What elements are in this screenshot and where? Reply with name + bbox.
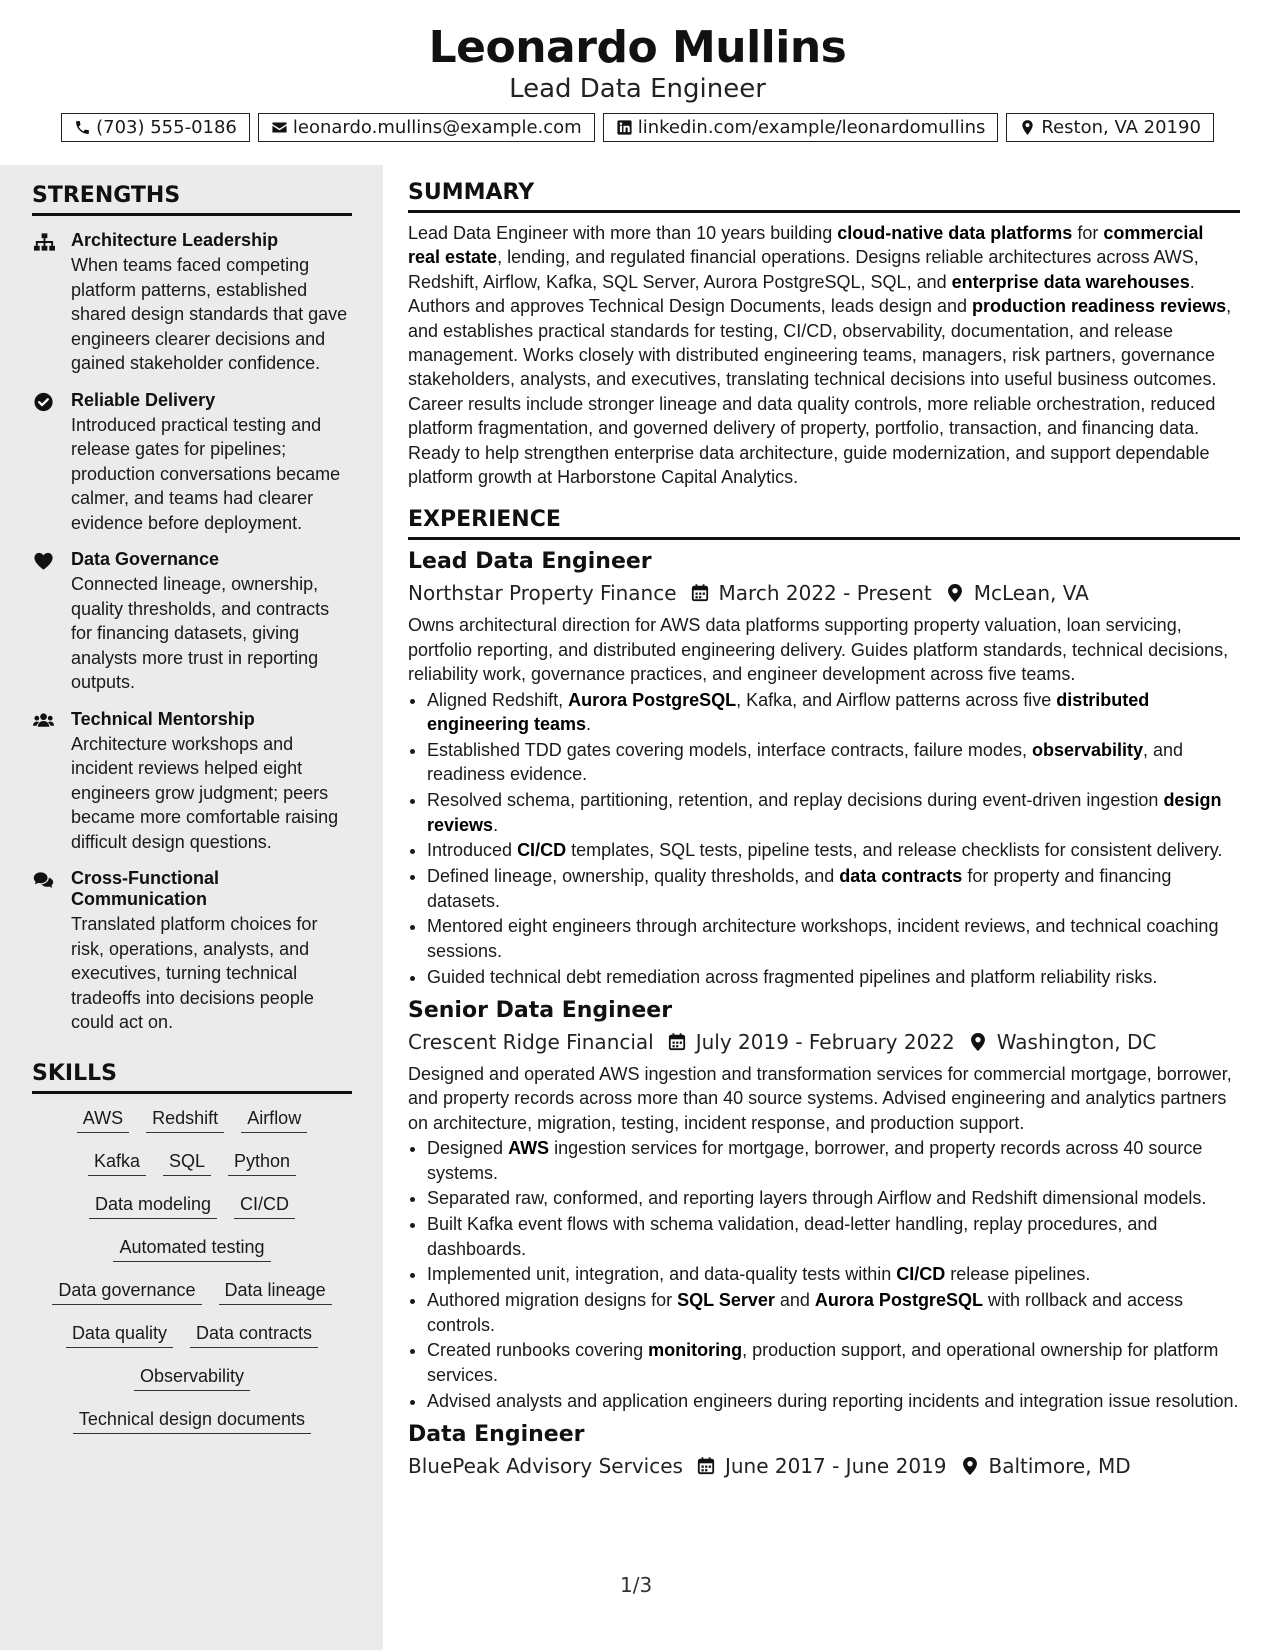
experience-heading: EXPERIENCE: [408, 507, 1240, 540]
job-bullet: [427, 1389, 1240, 1413]
bullet-text: , Kafka, and Airflow patterns across five: [736, 689, 1057, 710]
summary-text: Lead Data Engineer with more than 10 years building: [408, 223, 838, 243]
skill-tag: Observability: [134, 1364, 250, 1391]
bullet-text: Implemented unit, integration, and data-quality tests within: [427, 1264, 897, 1285]
skill-tag: Airflow: [241, 1106, 307, 1133]
summary-heading: SUMMARY: [408, 180, 1240, 213]
summary-bold: enterprise data warehouses: [951, 271, 1190, 292]
skill-tag: Technical design documents: [73, 1407, 311, 1434]
job-title: Lead Data Engineer: [408, 549, 652, 575]
bullet-bold: distributed engineering teams: [427, 689, 1150, 735]
skill-tag: Data quality: [66, 1321, 173, 1348]
page-number: 1/3: [620, 1573, 653, 1597]
bullet-bold: monitoring: [648, 1340, 743, 1361]
strength-description: When teams faced competing platform patterns, established shared design standards that gave engineers clearer decisions and gained stakeholder confidence.: [71, 255, 348, 373]
company-name: Northstar Property Finance: [408, 581, 677, 606]
job-bullet: [427, 914, 1240, 963]
location-text: Reston, VA 20190: [1041, 117, 1201, 138]
job-bullet: [427, 788, 1240, 837]
contact-email[interactable]: [258, 113, 595, 142]
job-location: McLean, VA: [973, 581, 1089, 606]
contact-location: [1006, 113, 1214, 142]
calendar-icon: [668, 1032, 686, 1052]
job-meta: [408, 1028, 1240, 1056]
bullet-text: Advised analysts and application engineers during reporting incidents and integration issue resolution.: [427, 1390, 1239, 1411]
skill-tag: Redshift: [146, 1106, 224, 1133]
sidebar: [0, 165, 383, 1650]
job-bullets: [408, 1136, 1240, 1413]
summary-bold: commercial real estate: [408, 223, 1204, 268]
experience-list: [408, 548, 1240, 1479]
strengths-list: [32, 230, 352, 1035]
bullet-bold: CI/CD: [896, 1264, 946, 1285]
strength-item: [32, 549, 352, 695]
skill-tag: Kafka: [88, 1149, 146, 1176]
strength-item: [32, 390, 352, 536]
job-bullets: [408, 688, 1240, 989]
job-bullet: [427, 1212, 1240, 1261]
resume-header: [0, 0, 1275, 165]
strength-title: Cross-Functional Communication: [71, 868, 220, 909]
bullet-text: with rollback and access controls.: [427, 1290, 1184, 1335]
bullet-text: .: [493, 814, 499, 835]
comments-icon: [33, 870, 55, 890]
skill-tag: CI/CD: [234, 1192, 295, 1219]
job-title: Senior Data Engineer: [408, 997, 673, 1023]
bullet-text: Created runbooks covering: [427, 1340, 649, 1361]
bullet-text: for property and financing datasets.: [427, 866, 1172, 911]
job-entry: [408, 997, 1240, 1413]
check-circle-icon: [33, 392, 55, 412]
skill-tag: Data lineage: [219, 1278, 332, 1305]
job-location: Washington, DC: [996, 1029, 1157, 1054]
bullet-bold: CI/CD: [517, 840, 567, 861]
bullet-text: Resolved schema, partitioning, retention, and replay decisions during event-driven ingestion: [427, 790, 1164, 811]
bullet-text: Established TDD gates covering models, interface contracts, failure modes,: [427, 739, 1032, 760]
candidate-title: Lead Data Engineer: [509, 74, 766, 104]
skill-tag: Python: [228, 1149, 296, 1176]
job-bullet: [427, 1262, 1240, 1286]
heart-icon: [33, 551, 55, 571]
bullet-text: Separated raw, conformed, and reporting layers through Airflow and Redshift dimensional models.: [427, 1188, 1207, 1209]
skill-tag: SQL: [163, 1149, 211, 1176]
job-bullet: [427, 1186, 1240, 1210]
job-dates: July 2019 - February 2022: [695, 1029, 955, 1054]
bullet-text: Designed: [427, 1138, 509, 1159]
job-meta: [408, 579, 1240, 607]
contact-phone[interactable]: [61, 113, 250, 142]
job-bullet: [427, 864, 1240, 913]
summary-bold: cloud-native data platforms: [837, 223, 1073, 243]
job-bullet: [427, 965, 1240, 989]
job-bullet: [427, 1288, 1240, 1337]
bullet-text: Aligned Redshift,: [427, 689, 569, 710]
job-bullet: [427, 738, 1240, 787]
phone-icon: [74, 119, 91, 136]
linkedin-text: linkedin.com/example/leonardomullins: [637, 117, 986, 138]
map-marker-icon: [969, 1032, 987, 1052]
bullet-text: , production support, and operational ownership for platform services.: [427, 1340, 1219, 1385]
calendar-icon: [691, 583, 709, 603]
bullet-bold: SQL Server: [677, 1290, 775, 1311]
company-name: Crescent Ridge Financial: [408, 1029, 654, 1054]
users-icon: [33, 711, 55, 731]
summary-text: . Authors and approves Technical Design Documents, leads design and: [408, 271, 1195, 317]
job-meta: [408, 1452, 1240, 1480]
strength-description: Translated platform choices for risk, operations, analysts, and executives, turning technical tradeoffs into decisions people could act on.: [71, 914, 318, 1032]
main-column: [408, 180, 1240, 1480]
bullet-bold: observability: [1031, 739, 1143, 760]
job-description: Designed and operated AWS ingestion and transformation services for commercial mortgage, borrower, and property records across more than 40 source systems. Advised engineering and analytics partners on architecture, migration, testing, incident response, and production support.: [408, 1063, 1232, 1133]
skill-tag: Data contracts: [190, 1321, 318, 1348]
bullet-bold: design reviews: [427, 790, 1222, 835]
job-dates: June 2017 - June 2019: [724, 1453, 947, 1478]
strength-description: Architecture workshops and incident reviews helped eight engineers grow judgment; peers became more comfortable raising difficult design questions.: [71, 733, 339, 852]
bullet-text: and: [774, 1290, 815, 1311]
job-bullet: [427, 688, 1240, 737]
strength-item: [32, 230, 352, 376]
summary-bold: production readiness reviews: [972, 296, 1227, 317]
bullet-text: Defined lineage, ownership, quality thresholds, and: [427, 866, 840, 887]
job-dates: March 2022 - Present: [718, 581, 932, 606]
linkedin-icon: [616, 119, 633, 136]
strength-title: Reliable Delivery: [71, 389, 216, 410]
bullet-bold: Aurora PostgreSQL: [568, 689, 737, 710]
bullet-bold: Aurora PostgreSQL: [814, 1290, 983, 1311]
job-entry: [408, 1421, 1240, 1480]
bullet-text: Built Kafka event flows with schema validation, dead-letter handling, replay procedures, and dashboards.: [427, 1214, 1158, 1259]
summary-text: for: [1072, 223, 1104, 243]
bullet-text: Guided technical debt remediation across fragmented pipelines and platform reliability risks.: [427, 966, 1158, 987]
contact-linkedin[interactable]: [603, 113, 999, 142]
candidate-name: Leonardo Mullins: [428, 22, 847, 73]
job-description: Owns architectural direction for AWS data platforms supporting property valuation, loan servicing, portfolio reporting, and distributed engineering delivery. Guides platform standards, technical decisions, reliability work, governance practices, and engineer development across five teams.: [408, 615, 1229, 685]
sitemap-icon: [33, 232, 55, 252]
email-text: leonardo.mullins@example.com: [292, 117, 582, 138]
map-marker-icon: [961, 1456, 979, 1476]
summary-text: [408, 221, 1240, 489]
bullet-text: , and readiness evidence.: [427, 739, 1184, 785]
skills-heading: SKILLS: [32, 1061, 352, 1094]
skills-list: [32, 1094, 352, 1434]
skill-tag: AWS: [77, 1106, 129, 1133]
bullet-text: Mentored eight engineers through architecture workshops, incident reviews, and technical coaching sessions.: [427, 916, 1219, 961]
map-marker-icon: [1019, 119, 1036, 136]
bullet-text: ingestion services for mortgage, borrower, and property records across 40 source systems.: [427, 1138, 1203, 1183]
job-location: Baltimore, MD: [988, 1453, 1131, 1478]
job-title: Data Engineer: [408, 1421, 585, 1447]
phone-text: (703) 555-0186: [96, 117, 237, 138]
company-name: BluePeak Advisory Services: [408, 1453, 683, 1478]
strength-item: [32, 709, 352, 855]
map-marker-icon: [946, 583, 964, 603]
strength-description: Introduced practical testing and release gates for pipelines; production conversations became calmer, and teams had clearer evidence before deployment.: [71, 414, 341, 533]
strength-item: [32, 868, 352, 1035]
calendar-icon: [697, 1456, 715, 1476]
job-entry: [408, 548, 1240, 988]
job-bullet: [427, 838, 1240, 862]
job-bullet: [427, 1136, 1240, 1185]
skill-tag: Automated testing: [113, 1235, 270, 1262]
bullet-text: Introduced: [427, 840, 518, 861]
skill-tag: Data governance: [52, 1278, 201, 1305]
summary-text: , and establishes practical standards for testing, CI/CD, observability, documentation, and release management. Works closely with distributed engineering teams, managers, risk partners, governance stakeholders, analysts, and executives, translating technical decisions into useful business outcomes. Career results include stronger lineage and data quality controls, more reliable orchestration, reduced platform fragmentation, and governed delivery of property, portfolio, transaction, and financing data. Ready to help strengthen enterprise data architecture, guide modernization, and support dependable platform growth at Harborstone Capital Analytics.: [408, 296, 1232, 488]
strength-description: Connected lineage, ownership, quality thresholds, and contracts for financing datasets, giving analysts more trust in reporting outputs.: [71, 574, 330, 692]
bullet-text: Authored migration designs for: [427, 1290, 678, 1311]
bullet-text: templates, SQL tests, pipeline tests, and release checklists for consistent delivery.: [566, 840, 1223, 861]
bullet-bold: data contracts: [839, 866, 963, 887]
strength-title: Architecture Leadership: [71, 230, 279, 250]
bullet-text: release pipelines.: [945, 1264, 1091, 1285]
envelope-icon: [271, 119, 288, 136]
bullet-bold: AWS: [508, 1138, 550, 1159]
skill-tag: Data modeling: [89, 1192, 217, 1219]
contact-bar: [0, 113, 1275, 142]
strength-title: Data Governance: [71, 549, 220, 569]
strength-title: Technical Mentorship: [71, 708, 255, 729]
summary-text: , lending, and regulated financial operations. Designs reliable architectures across AWS, Redshift, Airflow, Kafka, SQL Server, Aurora PostgreSQL, SQL, and: [408, 247, 1199, 292]
strengths-heading: STRENGTHS: [32, 183, 352, 216]
job-bullet: [427, 1338, 1240, 1387]
bullet-text: .: [586, 714, 592, 735]
